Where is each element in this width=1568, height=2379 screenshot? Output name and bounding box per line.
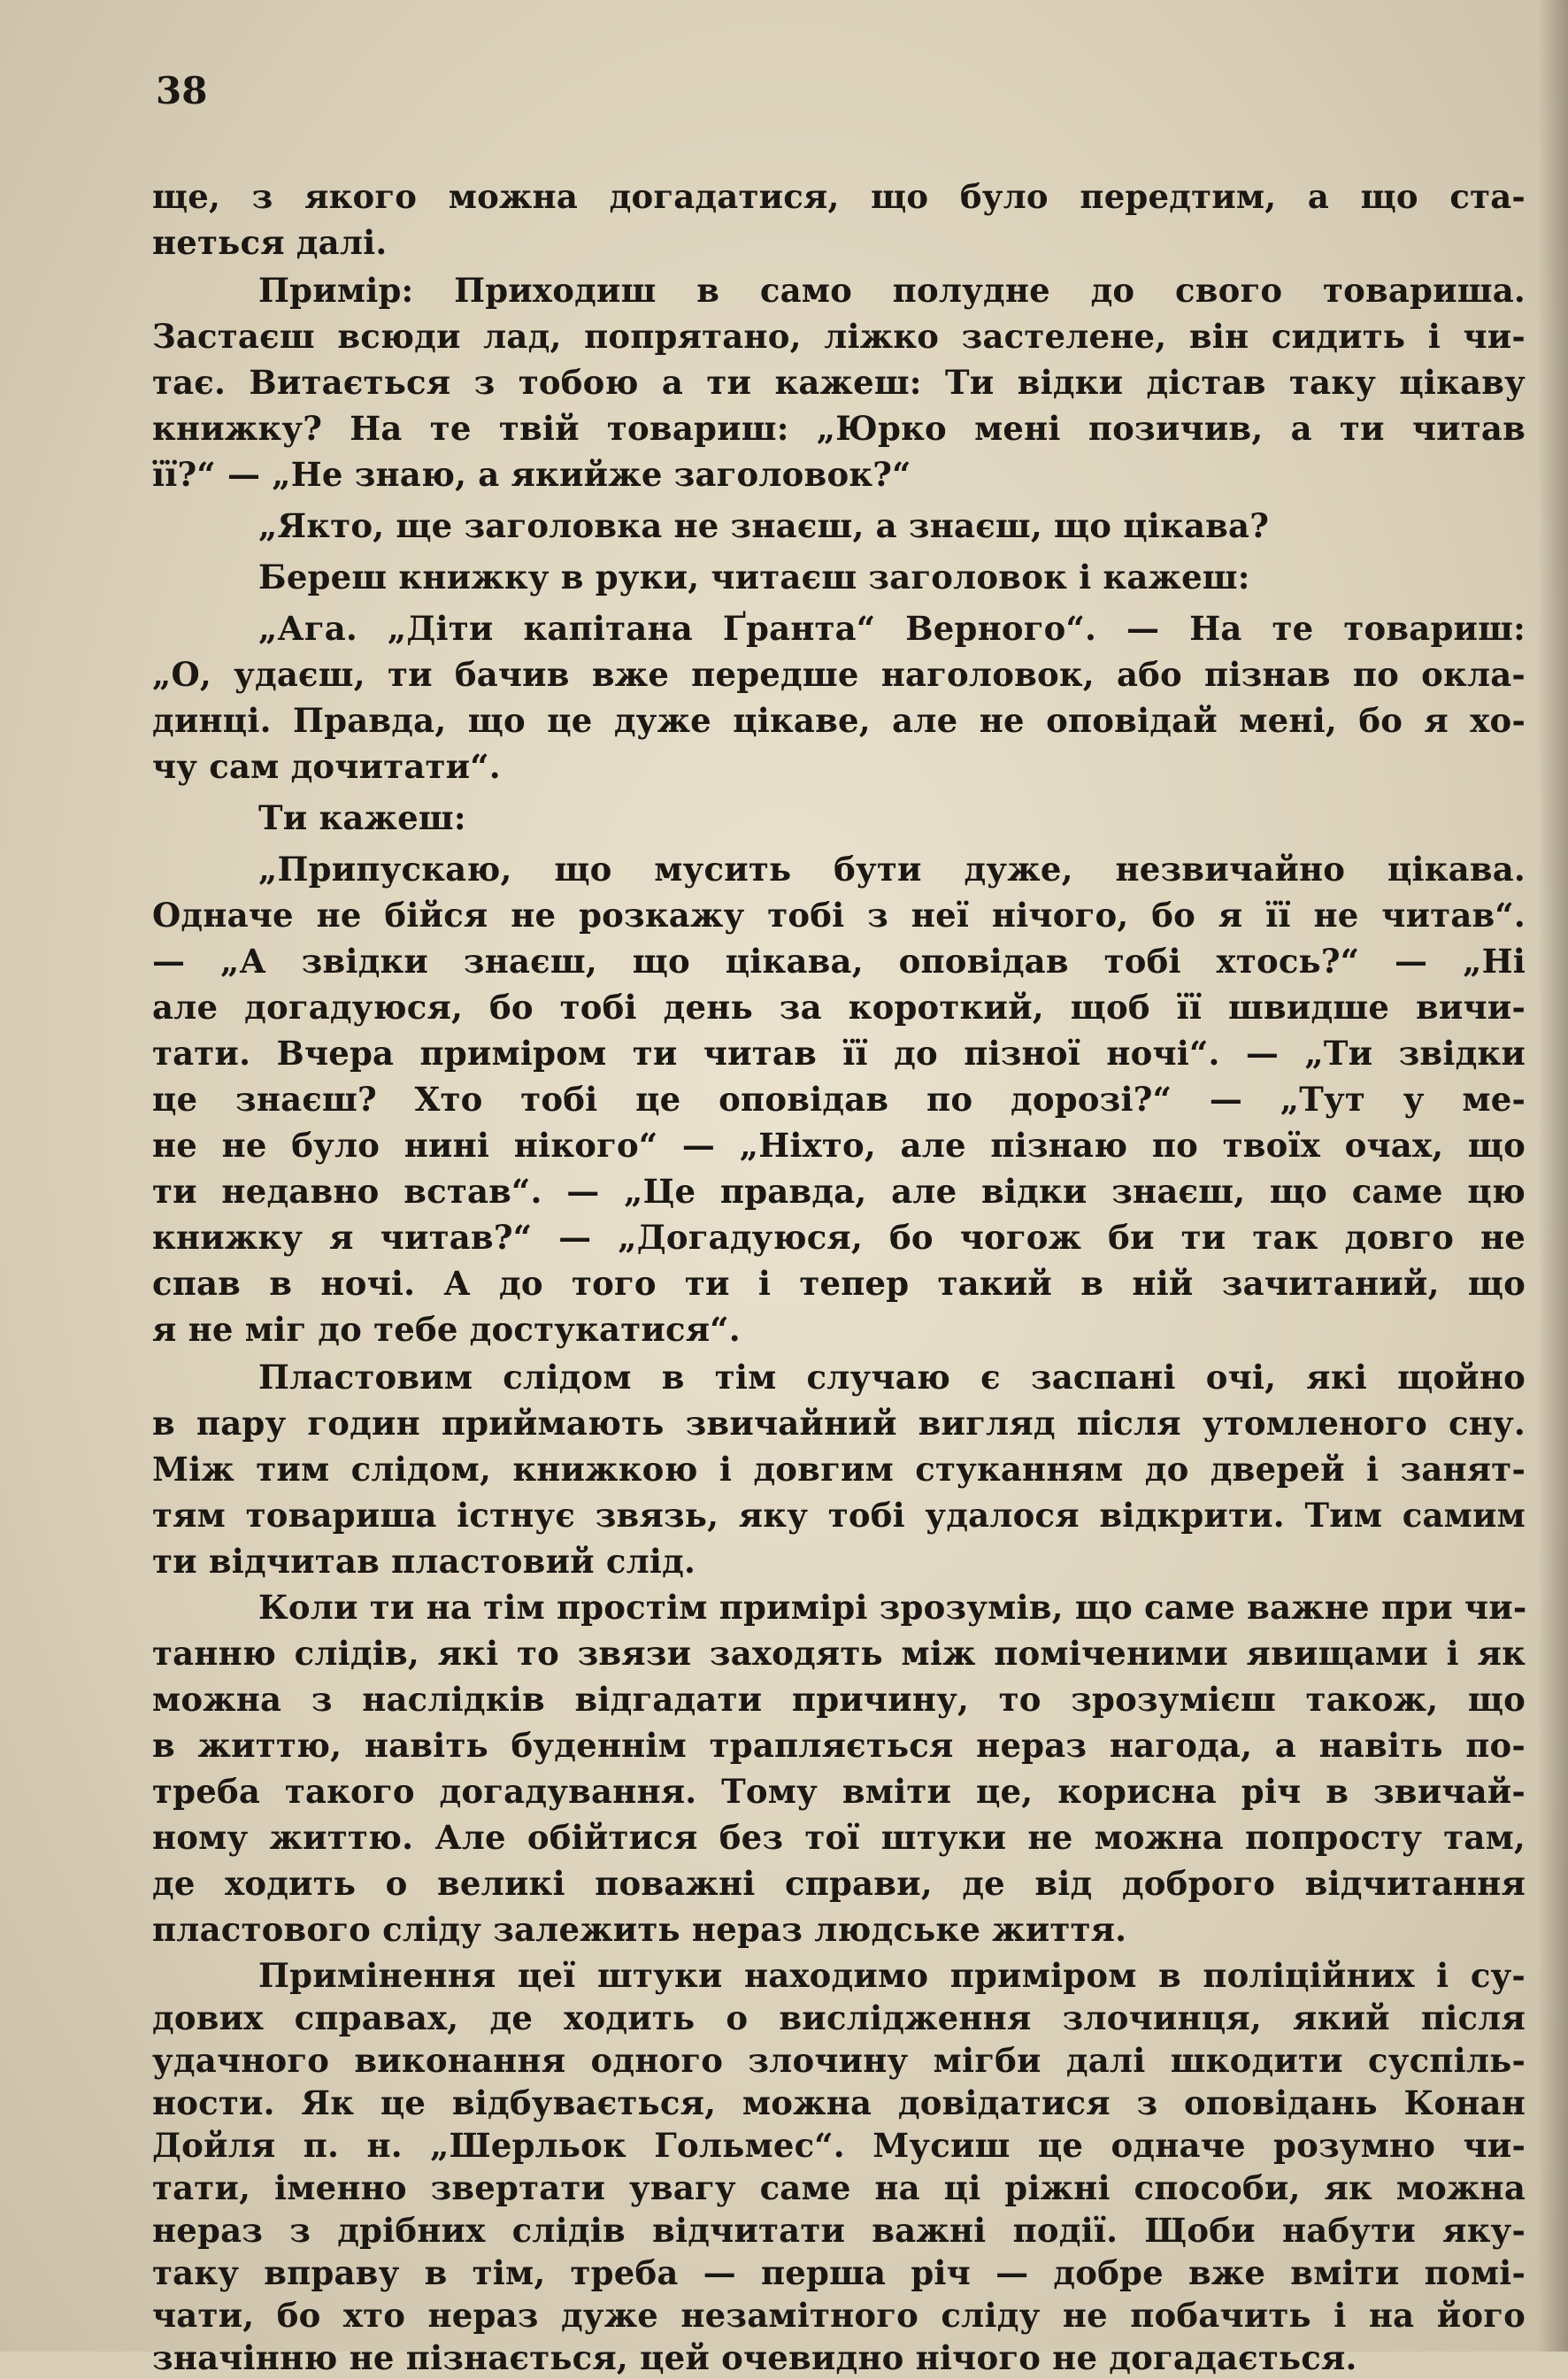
text-line: Ти кажеш: (258, 798, 466, 837)
text-line: Одначе не бійся не розкажу тобі з неї нічого, бо я її не читав“. (152, 896, 1526, 935)
text-line: тати, іменно звертати увагу саме на ці ріжні способи, як можна (152, 2168, 1526, 2207)
text-line: це знаєш? Хто тобі це оповідав по дорозі?“ — „Тут у ме- (152, 1080, 1526, 1119)
text-line: книжку? На те твій товариш: „Юрко мені позичив, а ти читав (152, 409, 1526, 448)
text-line: Примір: Приходиш в само полудне до свого товариша. (258, 271, 1526, 310)
text-line: ще, з якого можна догадатися, що було передтим, а що ста- (152, 177, 1526, 216)
text-line: значінню не пізнається, цей очевидно нічого не догадається. (152, 2338, 1357, 2377)
text-line: треба такого догадування. Тому вміти це, корисна річ в звичай- (152, 1772, 1526, 1811)
text-line: тям товариша істнує звязь, яку тобі удалося відкрити. Тим самим (152, 1496, 1526, 1535)
text-line: „Якто, ще заголовка не знаєш, а знаєш, що цікава? (258, 506, 1270, 545)
text-line: Між тим слідом, книжкою і довгим стуканням до дверей і занят- (152, 1450, 1526, 1489)
text-line: Примінення цеї штуки находимо приміром в поліційних і су- (258, 1956, 1526, 1995)
text-line: динці. Правда, що це дуже цікаве, але не оповідай мені, бо я хо- (152, 701, 1526, 740)
text-line: „О, удаєш, ти бачив вже передше наголовок, або пізнав по окла- (152, 655, 1526, 694)
text-line: Пластовим слідом в тім случаю є заспані очі, які щойно (258, 1358, 1526, 1397)
text-line: дових справах, де ходить о вислідження злочинця, який після (152, 1998, 1526, 2037)
text-line: танню слідів, які то звязи заходять між поміченими явищами і як (152, 1634, 1526, 1673)
text-line: удачного виконання одного злочину мігби далі шкодити суспіль- (152, 2041, 1526, 2080)
text-line: Застаєш всюди лад, попрятано, ліжко застелене, він сидить і чи- (152, 317, 1526, 356)
text-line: ти недавно встав“. — „Це правда, але відки знаєш, що саме цю (152, 1172, 1526, 1211)
text-line: спав в ночі. А до того ти і тепер такий в ній зачитаний, що (152, 1264, 1526, 1303)
text-line: тати. Вчера приміром ти читав її до пізної ночі“. — „Ти звідки (152, 1034, 1526, 1073)
text-line: неться далі. (152, 223, 388, 262)
text-line: чати, бо хто нераз дуже незамітного сліду не побачить і на його (152, 2296, 1526, 2335)
text-line: таку вправу в тім, треба — перша річ — добре вже вміти помі- (152, 2253, 1526, 2292)
text-line: Дойля п. н. „Шерльок Гольмес“. Мусиш це одначе розумно чи- (152, 2126, 1526, 2165)
text-line: тає. Витається з тобою а ти кажеш: Ти відки дістав таку цікаву (152, 363, 1526, 402)
text-line: де ходить о великі поважні справи, де від доброго відчитання (152, 1864, 1526, 1903)
text-line: в пару годин приймають звичайний вигляд після утомленого сну. (152, 1404, 1526, 1443)
text-line: можна з наслідків відгадати причину, то зрозумієш також, що (152, 1680, 1526, 1719)
text-line: книжку я читав?“ — „Догадуюся, бо чогож би ти так довго не (152, 1218, 1526, 1257)
text-line: але догадуюся, бо тобі день за короткий, щоб її швидше вичи- (152, 988, 1526, 1027)
text-line: ти відчитав пластовий слід. (152, 1542, 696, 1581)
text-line: „Ага. „Діти капітана Ґранта“ Верного“. — На те товариш: (258, 609, 1526, 648)
text-line: — „А звідки знаєш, що цікава, оповідав тобі хтось?“ — „Ні (152, 942, 1526, 981)
text-line: нераз з дрібних слідів відчитати важні події. Щоби набути яку- (152, 2211, 1526, 2250)
text-line: її?“ — „Не знаю, а якийже заголовок?“ (152, 455, 911, 494)
text-line: не не було нині нікого“ — „Ніхто, але пізнаю по твоїх очах, що (152, 1126, 1526, 1165)
text-line: ности. Як це відбувається, можна довідатися з оповідань Конан (152, 2083, 1526, 2122)
text-line: „Припускаю, що мусить бути дуже, незвичайно цікава. (258, 850, 1526, 889)
page-number: 38 (156, 69, 208, 112)
text-line: ному життю. Але обійтися без тої штуки не можна попросту там, (152, 1818, 1526, 1857)
text-line: Коли ти на тім простім примірі зрозумів, що саме важне при чи- (258, 1588, 1527, 1627)
text-line: в життю, навіть буденнім трапляється нераз нагода, а навіть по- (152, 1726, 1526, 1765)
text-line: Береш книжку в руки, читаєш заголовок і кажеш: (258, 558, 1250, 597)
text-line: я не міг до тебе достукатися“. (152, 1310, 741, 1349)
text-line: пластового сліду залежить нераз людське життя. (152, 1910, 1127, 1949)
text-line: чу сам дочитати“. (152, 747, 501, 786)
page-edge-shadow (1538, 0, 1568, 2352)
